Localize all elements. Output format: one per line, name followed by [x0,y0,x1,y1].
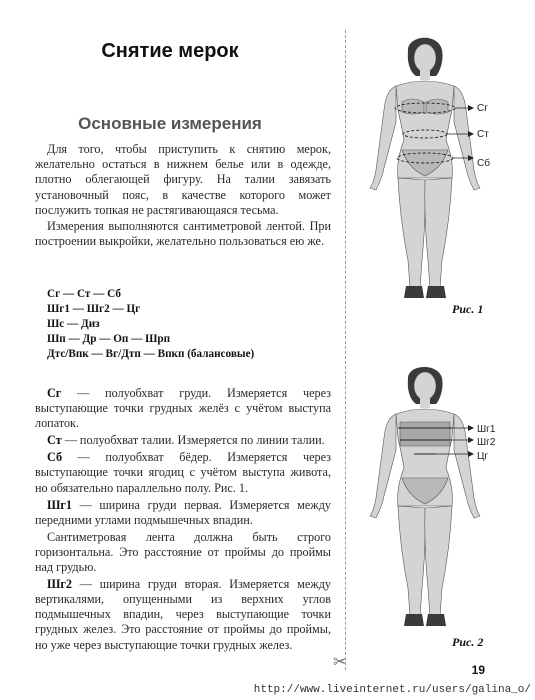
right-leg-shape [425,178,452,288]
arrow-icon [468,105,474,111]
head-shape [414,44,436,72]
left-arm-shape [370,414,396,518]
page-number: 19 [471,663,485,677]
formula-line: Сг — Ст — Сб [47,288,121,300]
formula-block [47,287,254,362]
female-figure-front [370,38,480,298]
definition-st [35,433,331,448]
page-title: Снятие мерок [101,40,239,62]
left-leg-shape [398,506,425,616]
definition-sg [35,386,331,431]
neck-shape [420,70,430,80]
figure-2-label-shg1: Шг1 [477,424,496,435]
definition-sb-text: — полуобхват бёдер. Измеряется через выступающие точки ягодиц с учётом выступа живота, но обязательно параллельно полу. Рис. 1. [35,450,331,495]
term-sb: Сб [47,450,63,465]
figure-2-illustration [350,360,530,640]
left-shoe-shape [404,614,424,626]
term-shg2: Шг2 [47,577,73,592]
formula-line: Шп — Др — Оп — Шрп [47,333,171,345]
arrow-icon [468,451,474,457]
intro-paragraph-1: Для того, чтобы приступить к снятию мерок, желательно остаться в нижнем белье или в одежде, плотно облегающей фигуру. На талии завязать установочный пояс, в качестве которого может послужить топкая не растягивающаяся тесьма. [35,142,331,217]
definition-shg1 [35,498,331,528]
section-title: Основные измерения [78,114,262,133]
figure-1-label-st: Ст [477,129,489,140]
figure-2-label-cg: Цг [477,451,489,462]
definition-shg2-text: — ширина груди вторая. Измеряется между вертикалями, опущенными из верхних углов подмышечных впадин, через выступающие точки грудных желез. Это расстояние от проймы до проймы, но уже через выступающие точки грудных желез. [35,577,331,652]
tape-note: Сантиметровая лента должна быть строго горизонтальна. Это расстояние от проймы до проймы над грудью. [35,529,331,575]
figure-1-label-sb: Сб [477,158,490,169]
formula-line: Шг1 — Шг2 — Цг [47,303,141,315]
figure-1-caption: Рис. 1 [452,302,484,316]
intro-paragraph-2: Измерения выполняются сантиметровой лентой. При построении выкройки, желательно пользоваться ею же. [35,219,331,249]
female-figure-front [370,367,480,626]
left-arm-shape [370,86,396,190]
term-st: Ст [47,433,62,448]
figure-2-label-shg2: Шг2 [477,437,496,448]
head-shape [414,372,436,400]
definition-st-text: — полуобхват талии. Измеряется по линии талии. [61,433,325,448]
definitions-block [35,386,331,655]
arrow-icon [468,131,474,137]
neck-shape [420,398,430,408]
definition-shg2 [35,577,331,652]
figure-1-illustration [350,30,530,320]
figure-1-label-sg: Сг [477,103,488,114]
formula-line: Шс — Диз [47,318,100,330]
right-shoe-shape [426,286,446,298]
bra-shape [400,422,450,446]
definition-sg-text: — полуобхват груди. Измеряется через выступающие точки грудных желёз с учётом выступа лопаток. [35,386,331,431]
left-shoe-shape [404,286,424,298]
formula-line: Дтс/Впк — Вг/Дтп — Впкп (балансовые) [47,348,255,360]
scissors-icon: ✂ [333,654,347,671]
watermark-url: http://www.liveinternet.ru/users/galina_o/ [253,684,531,696]
right-leg-shape [425,506,452,616]
term-sg: Сг [47,386,62,400]
term-shg1: Шг1 [47,497,73,512]
figure-2-caption: Рис. 2 [452,635,484,649]
column-divider [345,30,346,670]
definition-sb [35,450,331,495]
definition-shg1-text: — ширина груди первая. Измеряется между передними углами подмышечных впадин. [35,497,331,527]
right-shoe-shape [426,614,446,626]
arrow-icon [468,437,474,443]
arrow-icon [468,425,474,431]
left-leg-shape [398,178,425,288]
